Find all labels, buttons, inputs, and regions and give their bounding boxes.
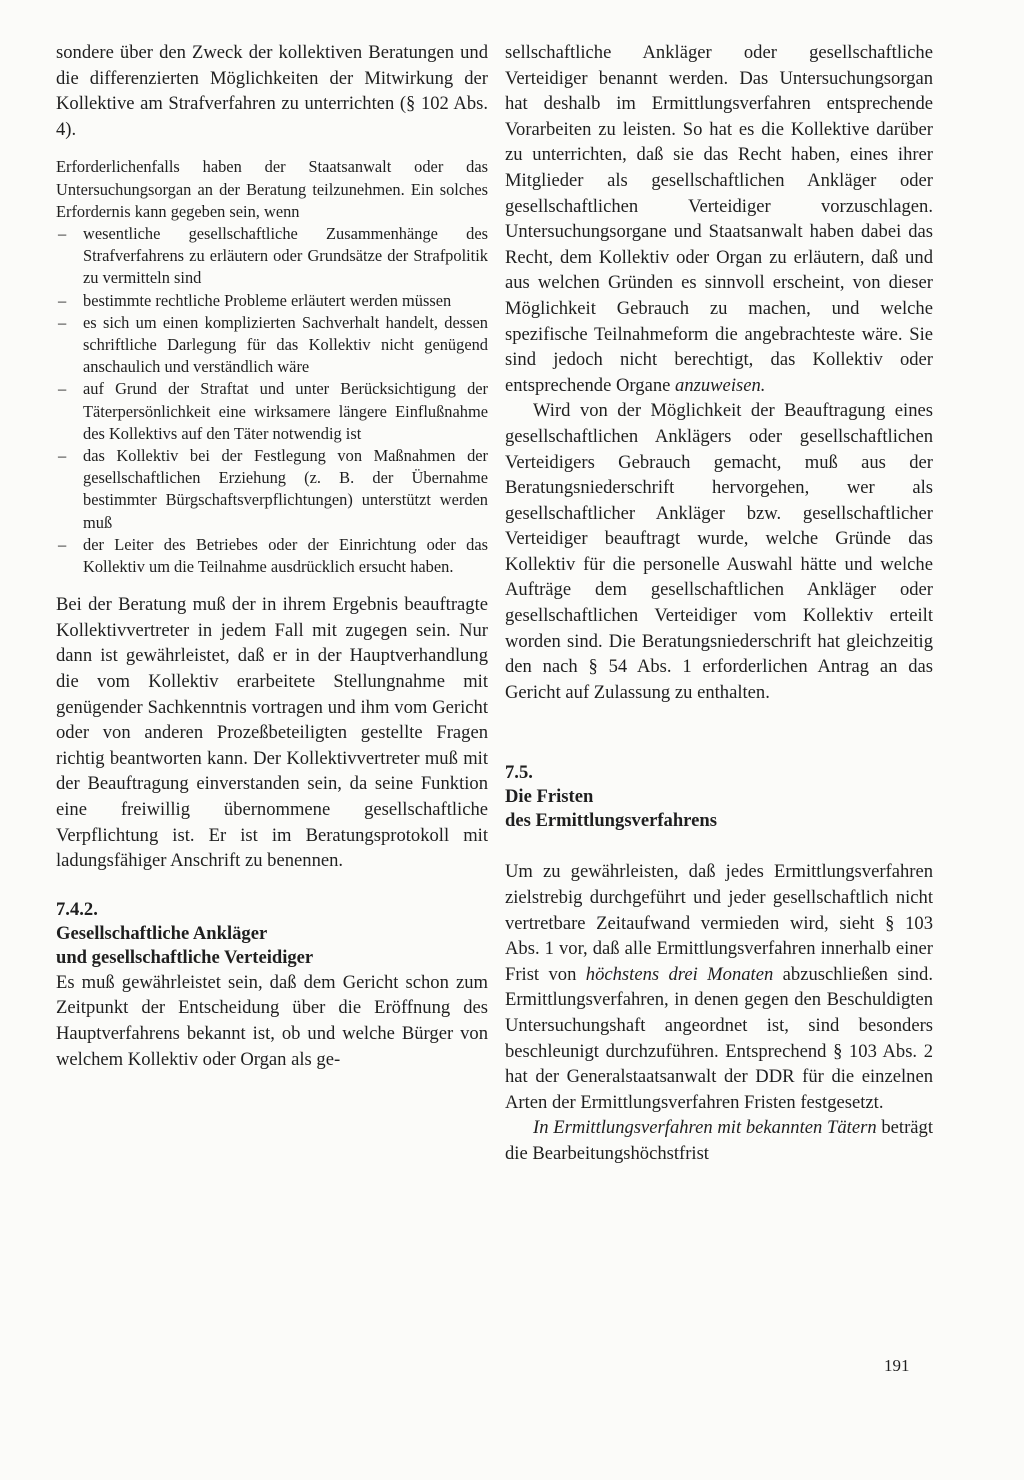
note-item: – wesentliche gesellschaftliche Zusammenhänge des Strafverfahrens zu erläutern oder Grundsätze der Strafpolitik zu vermitteln sind	[56, 223, 488, 290]
right-paragraph-4-emphasis: In Ermittlungsverfahren mit bekannten Tätern	[533, 1117, 877, 1139]
left-paragraph-2: Bei der Beratung muß der in ihrem Ergebnis beauftragte Kollektivvertreter in jedem Fall mit zugegen sein. Nur dann ist gewährleistet, daß er in der Hauptverhandlung die vom Kollektiv erarbeitete Stellungnahme mit genügender Sachkenntnis vortragen und ihm vom Gericht oder von anderen Prozeßbeteiligten gestellte Fragen richtig beantworten kann. Der Kollektivvertreter muß mit der Beauftragung einverstanden sein, da seine Funktion eine freiwillig übernommene gesellschaftliche Verpflichtung ist. Er ist im Beratungsprotokoll mit ladungsfähiger Anschrift zu benennen.	[56, 594, 488, 872]
section-heading-7-5	[505, 761, 933, 833]
section-title-line-1: Die Fristen	[505, 786, 594, 808]
note-item: – auf Grund der Straftat und unter Berücksichtigung der Täterpersönlichkeit eine wirksamere längere Einflußnahme des Kollektivs auf den Täter notwendig ist	[56, 378, 488, 445]
right-paragraph-2: Wird von der Möglichkeit der Beauftragung eines gesellschaftlichen Anklägers oder gesellschaftlichen Verteidigers Gebrauch gemacht, muß aus der Beratungsniederschrift hervorgehen, wer als gesellschaftlicher Ankläger bzw. gesellschaftlicher Verteidiger beauftragt wurde, welche Gründe das Kollektiv für die personelle Auswahl hätte und welche Aufträge dem gesellschaftlichen Ankläger oder gesellschaftlichen Verteidiger vom Kollektiv erteilt worden sind. Die Beratungsniederschrift hat gleichzeitig den nach § 54 Abs. 1 erforderlichen Antrag an das Gericht auf Zulassung zu enthalten.	[505, 400, 933, 703]
page-number: 191	[884, 1356, 910, 1375]
left-column	[56, 40, 488, 1072]
section-title-line-2: und gesellschaftliche Verteidiger	[56, 946, 314, 968]
note-list	[56, 223, 488, 578]
left-paragraph-3: Es muß gewährleistet sein, daß dem Gericht schon zum Zeitpunkt der Entscheidung über die Eröffnung des Hauptverfahrens bekannt ist, ob und welche Bürger von welchem Kollektiv oder Organ als ge-	[56, 971, 488, 1070]
right-paragraph-3	[505, 859, 933, 1115]
right-paragraph-3-text-a: Um zu gewährleisten, daß jedes Ermittlungsverfahren zielstrebig durchgeführt und jeder gesellschaftlich nicht vertretbare Zeitaufwand vermieden wird, sieht § 103 Abs. 1 vor, daß alle Ermittlungsverfahren innerhalb einer Frist von	[505, 861, 933, 985]
right-paragraph-4	[505, 1115, 933, 1166]
right-paragraph-3-text-b: abzuschließen sind. Ermittlungsverfahren, in denen gegen den Beschuldigten Untersuchungshaft angeordnet ist, sind besonders beschleunigt durchzuführen. Entsprechend § 103 Abs. 2 hat der Generalstaatsanwalt der DDR für die einzelnen Arten der Ermittlungsverfahren Fristen festgesetzt.	[505, 963, 933, 1113]
left-paragraph-1: sondere über den Zweck der kollektiven Beratungen und die differenzierten Möglichkeiten der Mitwirkung der Kollektive am Strafverfahren zu unterrichten (§ 102 Abs. 4).	[56, 42, 488, 140]
right-paragraph-1-emphasis: anzuweisen.	[675, 374, 766, 396]
note-item: – das Kollektiv bei der Festlegung von Maßnahmen der gesellschaftlichen Erziehung (z. B. der Übernahme bestimmter Bürgschaftsverpflichtungen) unterstützt werden muß	[56, 445, 488, 534]
note-block	[56, 156, 488, 578]
section-title-line-2: des Ermittlungsverfahrens	[505, 810, 717, 832]
note-item: – es sich um einen komplizierten Sachverhalt handelt, dessen schriftliche Darlegung für das Kollektiv nicht genügend anschaulich und verständlich wäre	[56, 312, 488, 379]
section-number: 7.4.2.	[56, 898, 98, 920]
right-paragraph-3-emphasis: höchstens drei Monaten	[585, 963, 774, 985]
right-paragraph-4-text: beträgt die Bearbeitungshöchstfrist	[505, 1117, 933, 1164]
section-number: 7.5.	[505, 762, 533, 784]
right-column	[505, 40, 933, 1167]
section-title-line-1: Gesellschaftliche Ankläger	[56, 922, 268, 944]
note-item: – der Leiter des Betriebes oder der Einrichtung oder das Kollektiv um die Teilnahme ausdrücklich ersucht haben.	[56, 534, 488, 578]
right-paragraph-1-text: sellschaftliche Ankläger oder gesellschaftliche Verteidiger benannt werden. Das Untersuchungsorgan hat deshalb im Ermittlungsverfahren entsprechende Vorarbeiten zu leisten. So hat es die Kollektive darüber zu unterrichten, daß sie das Recht haben, eines ihrer Mitglieder als gesellschaftlichen Ankläger oder gesellschaftlichen Verteidiger vorzuschlagen. Untersuchungsorgane und Staatsanwalt haben dabei das Recht, dem Kollektiv oder Organ zu erläutern, daß und aus welchen Gründen es sinnvoll erscheint, von dieser Möglichkeit Gebrauch zu machen, und welche spezifische Teilnahmeform die angebrachteste wäre. Sie sind jedoch nicht berechtigt, das Kollektiv oder entsprechende Organe	[505, 42, 933, 396]
note-intro: Erforderlichenfalls haben der Staatsanwalt oder das Untersuchungsorgan an der Beratung teilzunehmen. Ein solches Erfordernis kann gegeben sein, wenn	[56, 157, 488, 221]
note-item: – bestimmte rechtliche Probleme erläutert werden müssen	[56, 290, 488, 312]
section-heading-7-4-2	[56, 898, 488, 970]
right-paragraph-1	[505, 40, 933, 398]
